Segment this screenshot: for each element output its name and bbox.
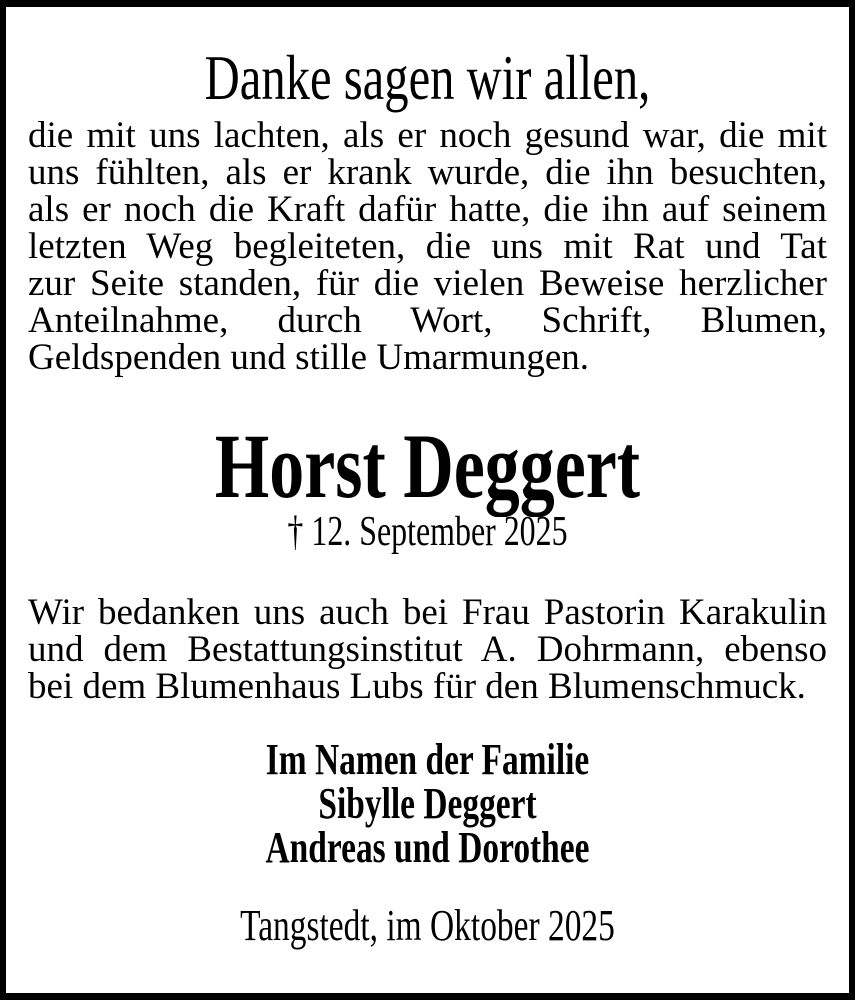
acknowledgement-paragraph: [28, 594, 827, 705]
acknowledgement-paragraph-line: bei dem Blumenhaus Lubs für den Blumenschmuck.: [28, 666, 806, 707]
thanks-paragraph-line: zur Seite standen, für die vielen Beweise herzlicher: [28, 263, 827, 304]
place-date-line: Tangstedt, im Oktober 2025: [240, 901, 615, 950]
thanks-paragraph: [28, 117, 827, 376]
notice-title: Danke sagen wir allen,: [204, 42, 651, 113]
thanks-paragraph-line: die mit uns lachten, als er noch gesund war, die mit: [28, 115, 827, 156]
thanks-paragraph-line: als er noch die Kraft dafür hatte, die ihn auf seinem: [28, 189, 827, 230]
thanks-paragraph-line: letzten Weg begleiteten, die uns mit Rat und Tat: [28, 226, 827, 267]
family-intro: Im Namen der Familie: [265, 735, 590, 784]
acknowledgement-paragraph-line: Wir bedanken uns auch bei Frau Pastorin Karakulin: [28, 592, 827, 633]
family-name: Andreas und Dorothee: [265, 823, 590, 872]
deceased-name: Horst Deggert: [214, 415, 641, 517]
family-block: [6, 735, 849, 872]
death-date: † 12. September 2025: [287, 509, 568, 555]
thanks-paragraph-line: Geldspenden und stille Umarmungen.: [28, 337, 590, 378]
thanks-paragraph-line: uns fühlten, als er krank wurde, die ihn besuchten,: [28, 152, 827, 193]
acknowledgement-paragraph-line: und dem Bestattungsinstitut A. Dohrmann, ebenso: [28, 629, 827, 670]
family-name: Sibylle Deggert: [318, 779, 537, 828]
thanks-paragraph-line: Anteilnahme, durch Wort, Schrift, Blumen,: [28, 300, 827, 341]
